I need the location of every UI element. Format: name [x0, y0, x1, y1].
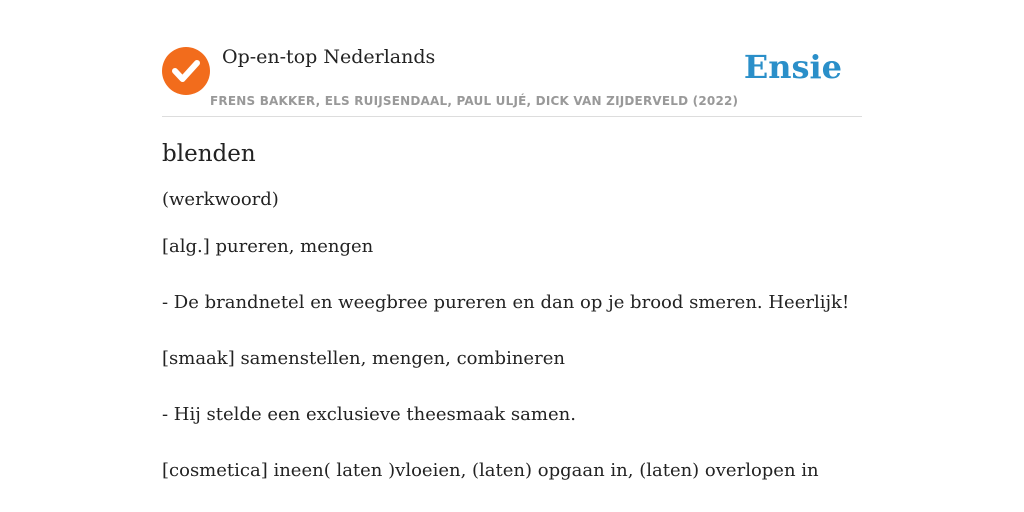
book-authors: FRENS BAKKER, ELS RUIJSENDAAL, PAUL ULJÉ, DICK VAN ZIJDERVELD (2022) [210, 94, 739, 108]
definition-list [162, 235, 862, 483]
header [162, 40, 862, 117]
example-line: - De brandnetel en weegbree pureren en dan op je brood smeren. Heerlijk! [162, 292, 850, 313]
logo [162, 47, 210, 95]
definition-line: [cosmetica] ineen( laten )vloeien, (laten) opgaan in, (laten) overlopen in [162, 460, 819, 481]
checkmark-icon [162, 47, 210, 95]
entry-content [162, 138, 862, 512]
brand-logo[interactable]: Ensie [743, 48, 842, 86]
headword: blenden [162, 141, 256, 167]
book-title[interactable]: Op-en-top Nederlands [222, 46, 436, 68]
definition-line: [smaak] samenstellen, mengen, combineren [162, 348, 565, 369]
part-of-speech: (werkwoord) [162, 189, 279, 210]
definition-line: [alg.] pureren, mengen [162, 236, 374, 257]
example-line: - Hij stelde een exclusieve theesmaak samen. [162, 404, 576, 425]
